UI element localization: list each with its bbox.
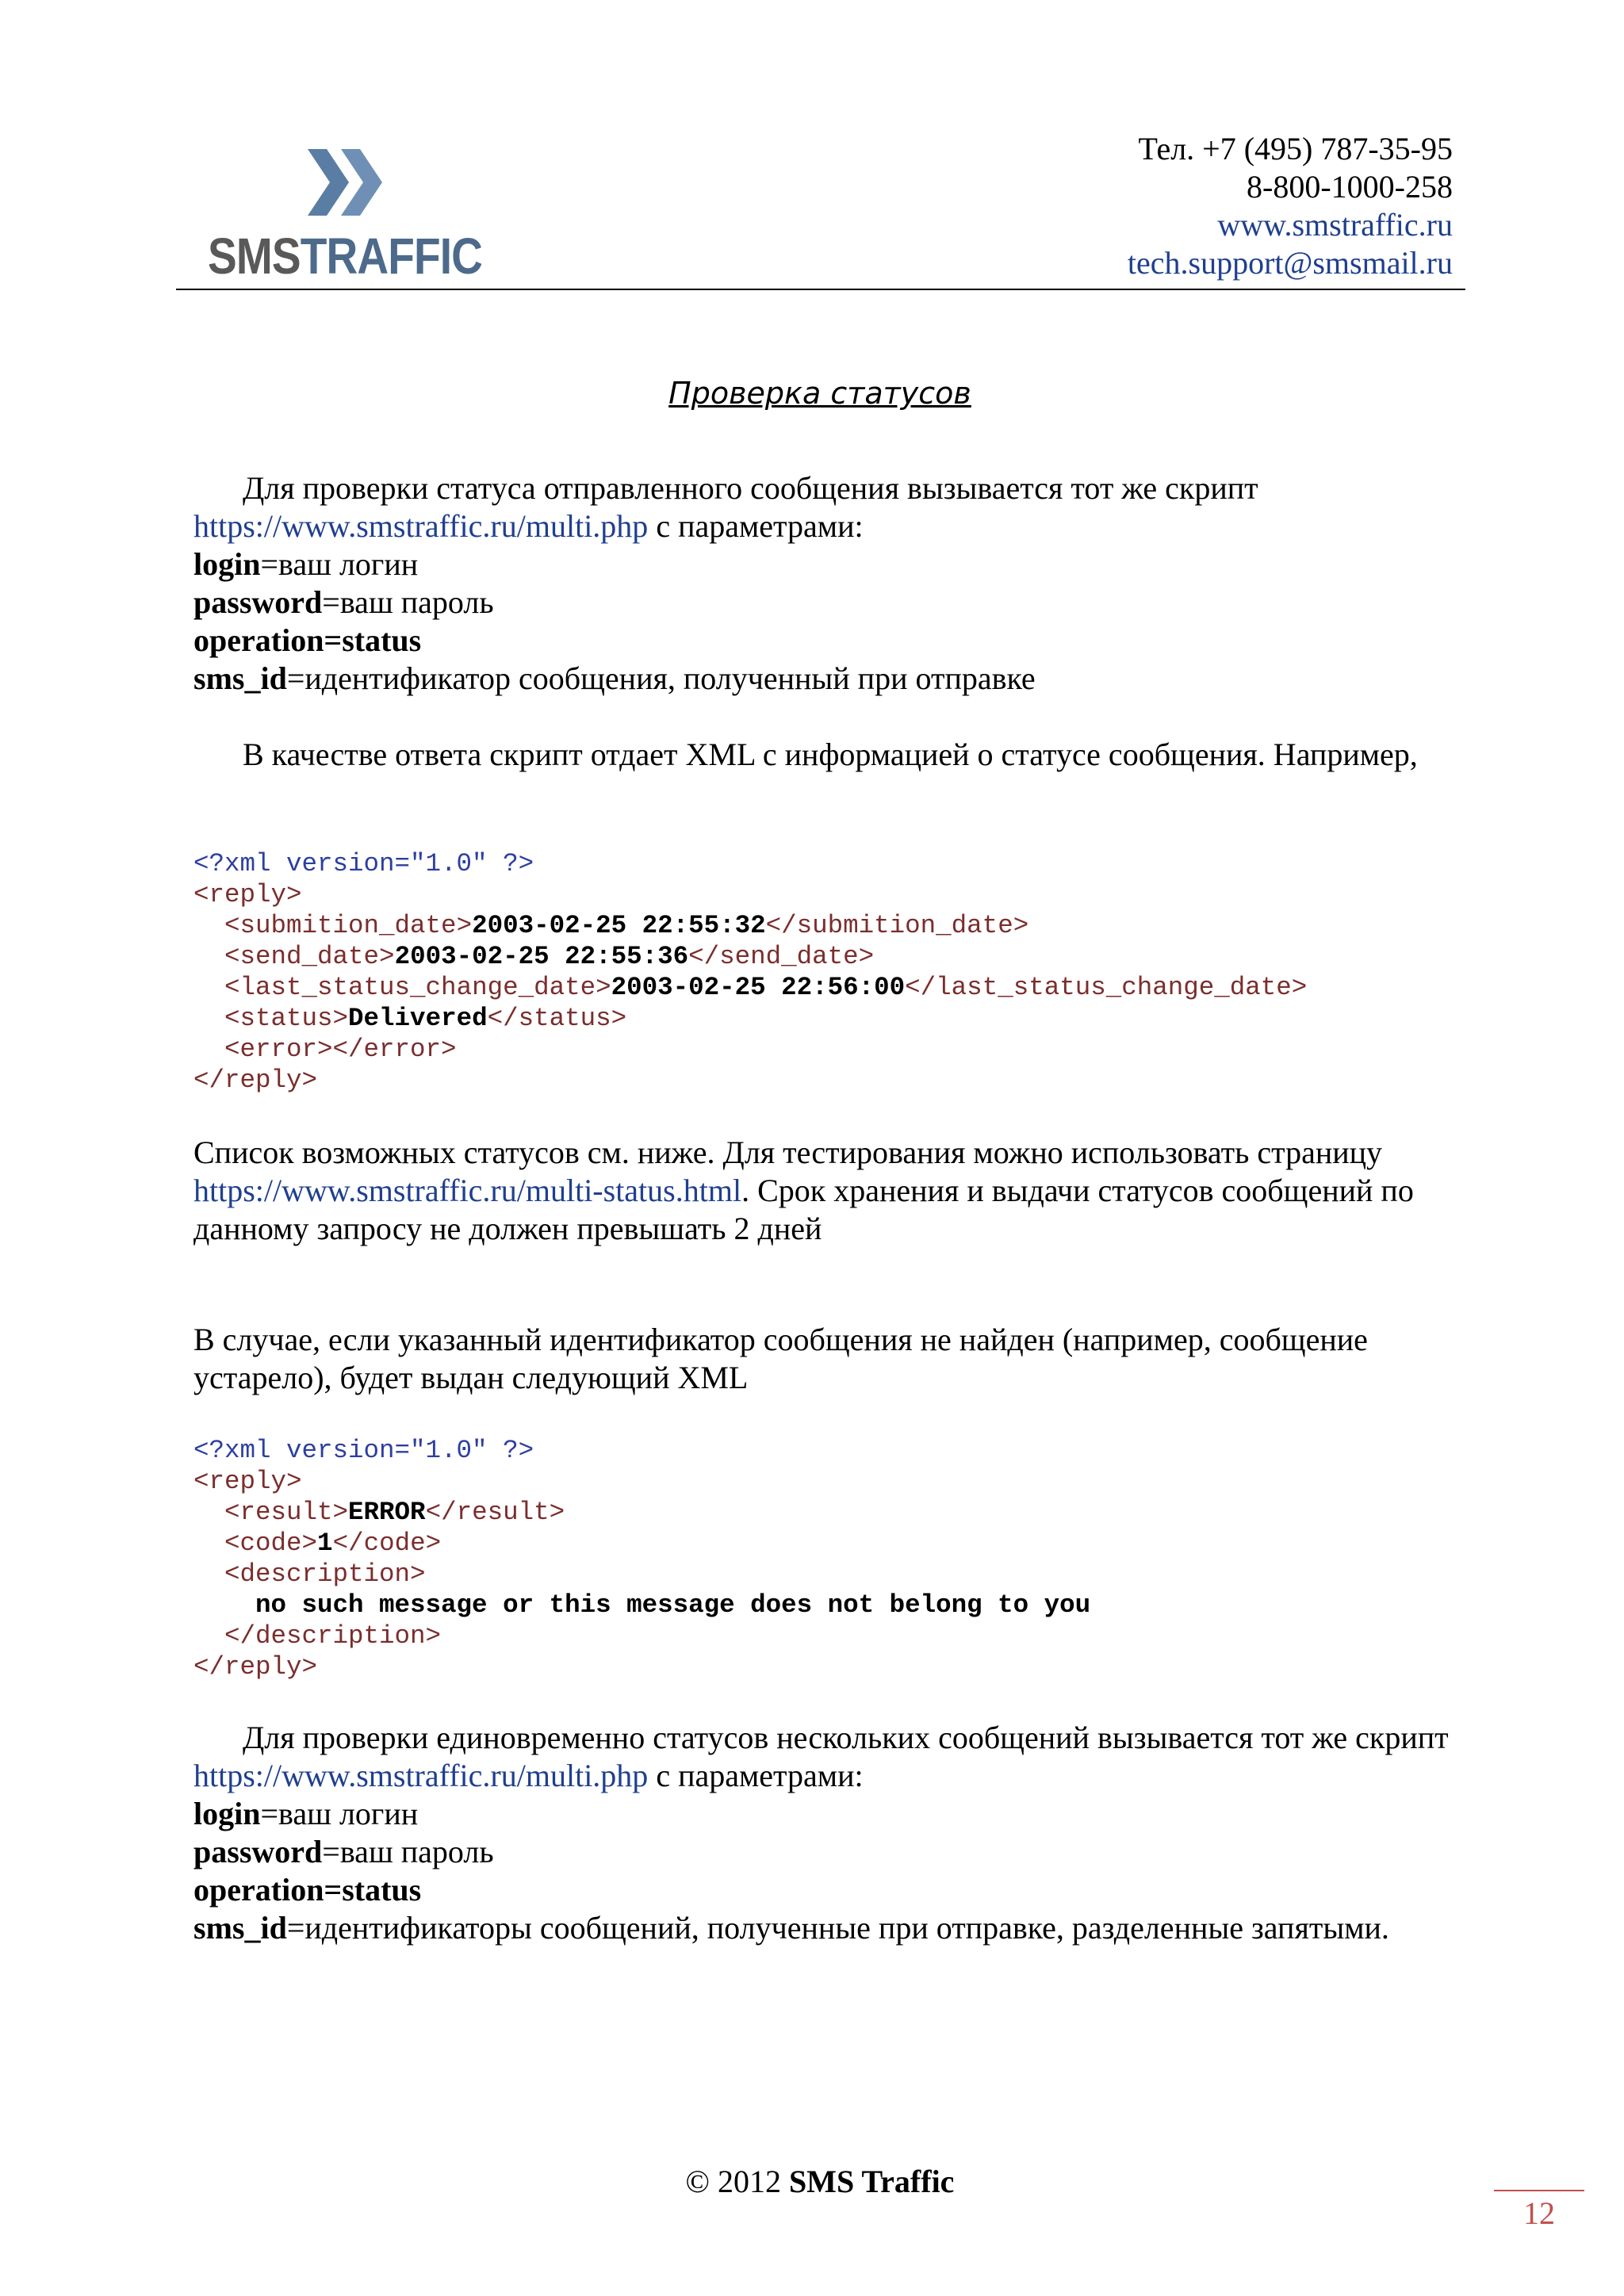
intro-text: Для проверки статуса отправленного сообщения вызывается тот же скрипт bbox=[243, 470, 1258, 506]
param-value: =ваш пароль bbox=[322, 1834, 494, 1869]
param-value: =ваш пароль bbox=[322, 584, 494, 620]
logo-sms: SMS bbox=[208, 228, 301, 285]
not-found-note: В случае, если указанный идентификатор сообщения не найден (например, сообщение устарело), будет выдан следующий XML bbox=[193, 1322, 1368, 1395]
xml-tag: </status> bbox=[487, 1004, 627, 1033]
xml-tag: </last_status_change_date> bbox=[905, 973, 1308, 1002]
param-name: operation=status bbox=[193, 622, 422, 658]
phone-tollfree: 8-800-1000-258 bbox=[1247, 169, 1453, 205]
xml-tag: <description> bbox=[224, 1559, 426, 1589]
xml-tag: <status> bbox=[224, 1004, 349, 1033]
param-value: =идентификатор сообщения, полученный при отправке bbox=[286, 660, 1036, 696]
xml-tag: <submition_date> bbox=[224, 911, 473, 940]
xml-tag: </submition_date> bbox=[765, 911, 1029, 940]
page-title: Проверка статусов bbox=[668, 376, 971, 411]
xml-line-last-status bbox=[193, 972, 1307, 1003]
xml-error-example bbox=[193, 1435, 1090, 1682]
param-value: =ваш логин bbox=[260, 1796, 419, 1831]
status-list-note bbox=[193, 1134, 1478, 1248]
param-operation bbox=[193, 622, 1478, 660]
param-name: operation=status bbox=[193, 1872, 422, 1908]
xml-line-desc-value bbox=[193, 1590, 1090, 1621]
script-url-line bbox=[193, 507, 1478, 545]
header-contacts bbox=[1128, 130, 1453, 282]
phone-primary: Тел. +7 (495) 787-35-95 bbox=[1138, 131, 1453, 166]
param-operation bbox=[193, 1871, 1478, 1909]
xml-line-send bbox=[193, 941, 1307, 972]
param-sms-id bbox=[193, 660, 1478, 698]
xml-tag: </code> bbox=[332, 1529, 442, 1558]
xml-line-error bbox=[193, 1034, 1307, 1065]
xml-line-submition bbox=[193, 910, 1307, 941]
double-chevron-icon bbox=[308, 149, 387, 216]
intro-text-main: Для проверки единовременно статусов нескольких сообщений вызывается тот же скрипт bbox=[243, 1720, 1449, 1755]
xml-tag: <result> bbox=[224, 1498, 349, 1527]
xml-line-code bbox=[193, 1528, 1090, 1559]
support-email-link[interactable]: tech.support@smsmail.ru bbox=[1127, 245, 1453, 281]
page-number: 12 bbox=[1523, 2195, 1555, 2231]
xml-tag: </send_date> bbox=[688, 942, 875, 971]
param-name: login bbox=[193, 1796, 261, 1831]
footer-copyright bbox=[0, 2163, 1624, 2200]
xml-tag: </description> bbox=[224, 1621, 442, 1651]
script-url-link[interactable]: https://www.smstraffic.ru/multi.php bbox=[193, 1758, 649, 1793]
xml-line-desc-open bbox=[193, 1559, 1090, 1590]
xml-reply-close: </reply> bbox=[193, 1066, 318, 1095]
xml-reply-close: </reply> bbox=[193, 1652, 318, 1682]
param-name: login bbox=[193, 546, 261, 582]
note-text: Список возможных статусов см. ниже. Для тестирования можно использовать страницу bbox=[193, 1135, 1383, 1170]
test-page-link[interactable]: https://www.smstraffic.ru/multi-status.html bbox=[193, 1173, 742, 1208]
intro-text bbox=[193, 1719, 1478, 1795]
xml-tag: <code> bbox=[224, 1529, 318, 1558]
script-url-suffix: с параметрами: bbox=[648, 508, 864, 544]
logo-traffic: TRAFFIC bbox=[300, 228, 483, 285]
script-url-link[interactable]: https://www.smstraffic.ru/multi.php bbox=[193, 508, 649, 544]
section-status-check bbox=[193, 469, 1478, 698]
param-value: =идентификаторы сообщений, полученные при отправке, разделенные запятыми. bbox=[286, 1910, 1389, 1946]
script-url-suffix: с параметрами: bbox=[648, 1758, 864, 1793]
param-name: sms_id bbox=[193, 660, 287, 696]
param-name: password bbox=[193, 584, 323, 620]
param-name: password bbox=[193, 1834, 323, 1869]
xml-declaration: <?xml version="1.0" ?> bbox=[193, 1436, 534, 1465]
param-name: sms_id bbox=[193, 1910, 287, 1946]
xml-value: ERROR bbox=[348, 1498, 426, 1527]
section-multi-status-check bbox=[193, 1719, 1478, 1947]
xml-tag: <error></error> bbox=[224, 1035, 457, 1064]
xml-value: 2003-02-25 22:55:36 bbox=[394, 942, 689, 971]
xml-line-desc-close bbox=[193, 1621, 1090, 1651]
param-login bbox=[193, 1795, 1478, 1833]
company-name: SMS Traffic bbox=[788, 2164, 955, 2199]
xml-tag: <send_date> bbox=[224, 942, 395, 971]
param-sms-id bbox=[193, 1909, 1478, 1947]
param-value: =ваш логин bbox=[260, 546, 419, 582]
page-number-rule bbox=[1494, 2190, 1584, 2191]
param-password bbox=[193, 1833, 1478, 1871]
xml-response-example bbox=[193, 848, 1307, 1096]
xml-tag: </result> bbox=[425, 1498, 565, 1527]
xml-value: 2003-02-25 22:55:32 bbox=[472, 911, 766, 940]
company-logo bbox=[208, 147, 493, 285]
param-password bbox=[193, 584, 1478, 622]
logo-wordmark bbox=[208, 227, 482, 285]
xml-declaration: <?xml version="1.0" ?> bbox=[193, 849, 534, 878]
copyright-text: © 2012 bbox=[685, 2164, 789, 2199]
xml-value: 2003-02-25 22:56:00 bbox=[611, 973, 906, 1002]
xml-line-result bbox=[193, 1497, 1090, 1528]
header-divider bbox=[176, 289, 1465, 290]
xml-tag: <last_status_change_date> bbox=[224, 973, 611, 1002]
xml-value: no such message or this message does not belong to you bbox=[255, 1590, 1091, 1620]
xml-line-status bbox=[193, 1003, 1307, 1034]
response-intro-text: В качестве ответа скрипт отдает XML с информацией о статусе сообщения. Например, bbox=[243, 737, 1418, 772]
note-text: . Срок хранения и выдачи статусов сообщений по данному запросу не должен превышать 2 дней bbox=[193, 1173, 1414, 1246]
param-login bbox=[193, 545, 1478, 584]
xml-reply-open: <reply> bbox=[193, 1467, 302, 1496]
xml-value: Delivered bbox=[348, 1004, 488, 1033]
xml-reply-open: <reply> bbox=[193, 880, 302, 909]
xml-value: 1 bbox=[317, 1529, 333, 1558]
website-link[interactable]: www.smstraffic.ru bbox=[1217, 207, 1453, 243]
